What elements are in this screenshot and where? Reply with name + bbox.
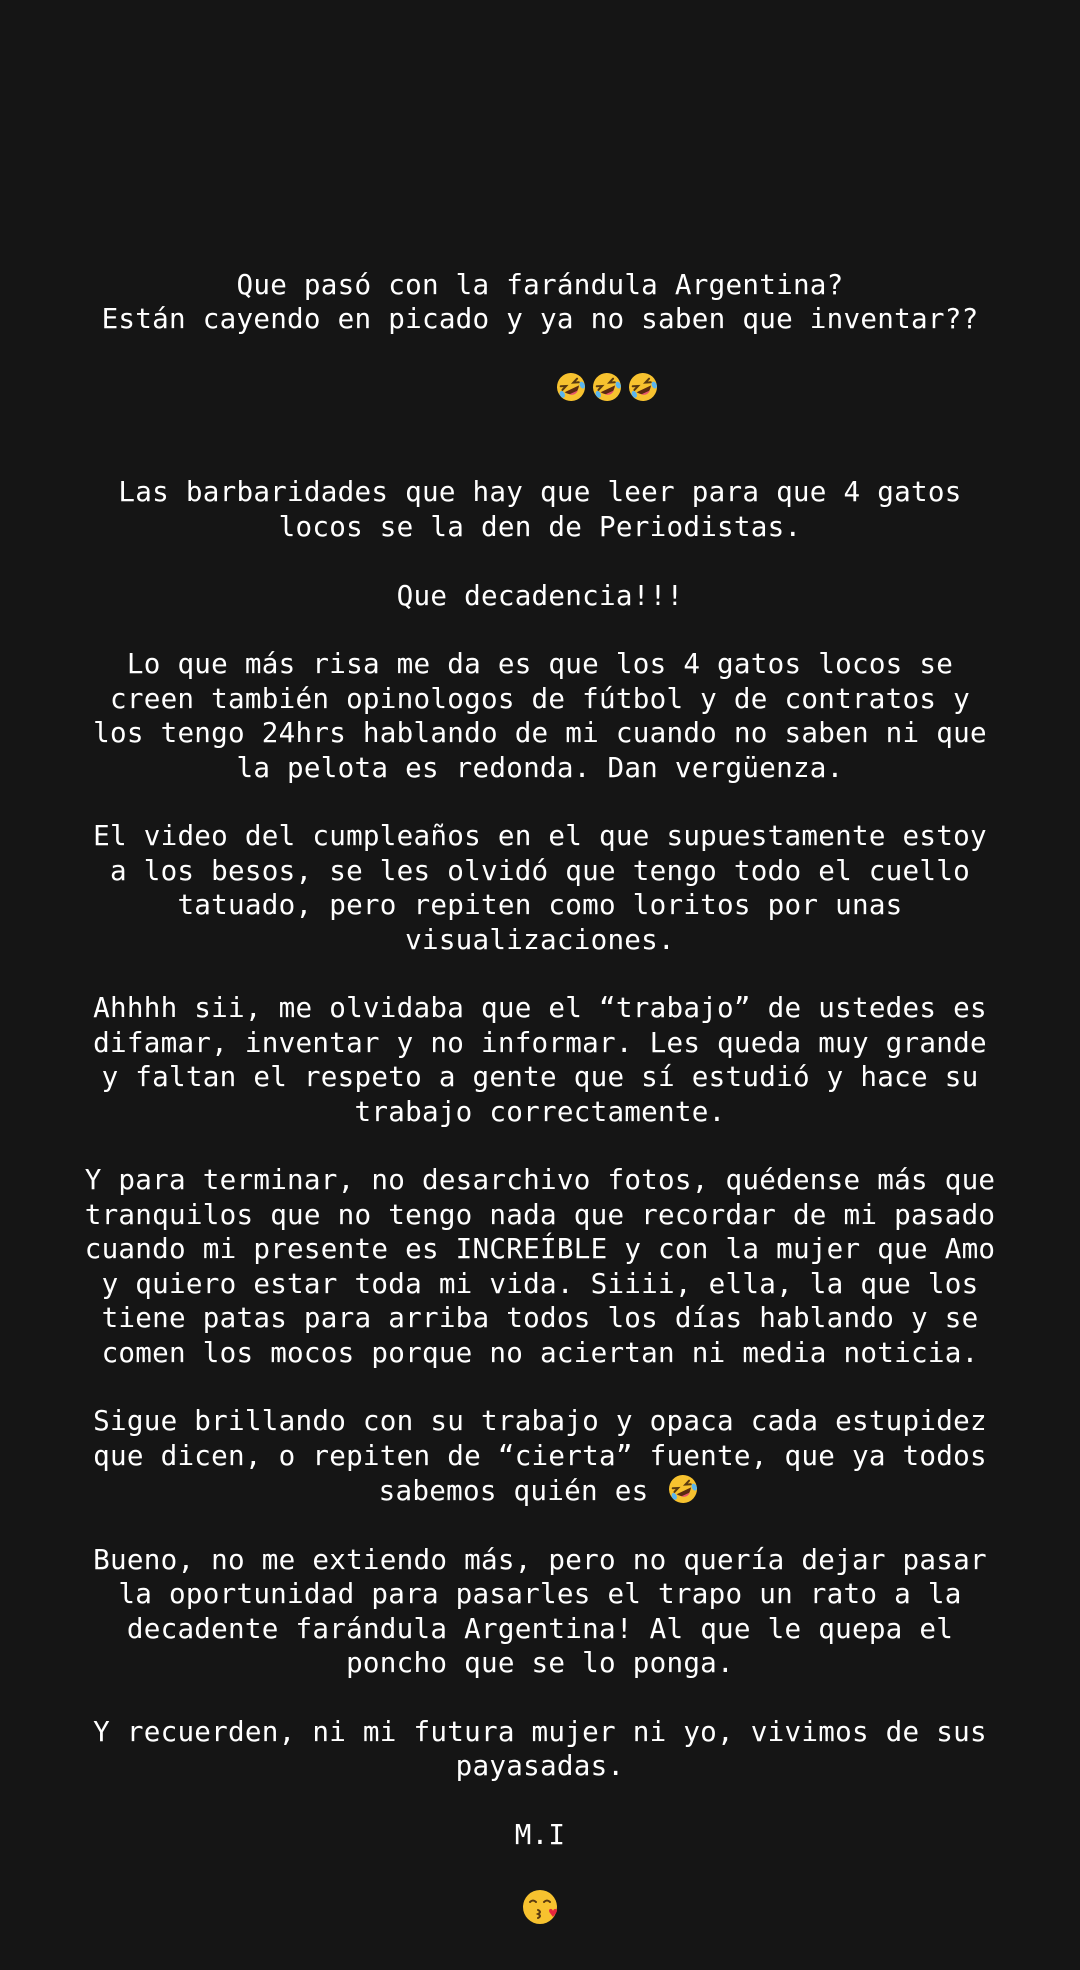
story-text <box>40 268 1040 1970</box>
paragraph-10 <box>40 1715 1040 1784</box>
paragraph-8 <box>40 1404 1040 1508</box>
text-line: tiene patas para arriba todos los días hablando y se <box>101 1301 979 1335</box>
text-line: Las barbaridades que hay que leer para que 4 gatos <box>118 475 962 509</box>
paragraph-7 <box>40 1163 1040 1369</box>
text-line: Sigue brillando con su trabajo y opaca cada estupidez <box>93 1404 987 1438</box>
paragraph-2 <box>40 475 1040 544</box>
text-line: decadente farándula Argentina! Al que le quepa el <box>126 1611 954 1645</box>
text-line: creen también opinologos de fútbol y de contratos y <box>109 681 970 715</box>
emoji-line <box>40 337 1040 441</box>
text-line: tatuado, pero repiten como loritos por unas <box>177 888 903 922</box>
text-line: difamar, inventar y no informar. Les queda muy grande <box>93 1025 987 1059</box>
paragraph-9 <box>40 1543 1040 1681</box>
text-line: payasadas. <box>455 1749 625 1783</box>
text-line: Y recuerden, ni mi futura mujer ni yo, vivimos de sus <box>93 1714 987 1748</box>
text-line: la oportunidad para pasarles el trapo un rato a la <box>118 1577 962 1611</box>
paragraph-4 <box>40 647 1040 785</box>
paragraph-5 <box>40 819 1040 957</box>
rolling-on-floor-laughing-icon <box>555 371 587 403</box>
text-line: trabajo correctamente. <box>354 1094 726 1128</box>
text-line: y quiero estar toda mi vida. Siiii, ella, la que los <box>101 1266 979 1300</box>
text-line: Lo que más risa me da es que los 4 gatos locos se <box>126 647 954 681</box>
text-line: y faltan el respeto a gente que sí estudió y hace su <box>101 1060 979 1094</box>
paragraph-3 <box>40 579 1040 613</box>
text-line: Que pasó con la farándula Argentina? <box>236 268 844 301</box>
paragraph-1 <box>40 268 1040 441</box>
signature-text: M.I <box>514 1818 566 1852</box>
text-line: Ahhhh sii, me olvidaba que el “trabajo” de ustedes es <box>93 991 987 1025</box>
closing-emoji <box>40 1887 1040 1935</box>
text-line: Que decadencia!!! <box>396 578 684 612</box>
signature <box>40 1818 1040 1852</box>
text-line: cuando mi presente es INCREÍBLE y con la mujer que Amo <box>84 1232 996 1266</box>
text-line: que dicen, o repiten de “cierta” fuente, que ya todos <box>93 1438 987 1472</box>
text-line: locos se la den de Periodistas. <box>278 509 802 543</box>
paragraph-6 <box>40 991 1040 1129</box>
text-line-with-emoji <box>40 1473 1040 1508</box>
rolling-on-floor-laughing-icon <box>667 1473 699 1505</box>
text-line: Bueno, no me extiendo más, pero no quería dejar pasar <box>93 1542 987 1576</box>
text-line: El video del cumpleaños en el que supuestamente estoy <box>93 819 987 853</box>
text-line: la pelota es redonda. Dan vergüenza. <box>236 750 844 784</box>
text-line: Están cayendo en picado y ya no saben que inventar?? <box>101 302 979 336</box>
text-line: poncho que se lo ponga. <box>346 1646 734 1680</box>
text-line: Y para terminar, no desarchivo fotos, quédense más que <box>84 1163 996 1197</box>
text-line: visualizaciones. <box>405 922 675 956</box>
text-line: comen los mocos porque no aciertan ni media noticia. <box>101 1335 979 1369</box>
rolling-on-floor-laughing-icon <box>627 371 659 403</box>
text-fragment: sabemos quién es <box>378 1474 649 1508</box>
face-blowing-kiss-icon <box>520 1887 560 1927</box>
text-line: tranquilos que no tengo nada que recordar de mi pasado <box>84 1197 996 1231</box>
text-line: a los besos, se les olvidó que tengo todo el cuello <box>109 853 970 887</box>
text-line: los tengo 24hrs hablando de mi cuando no saben ni que <box>93 716 987 750</box>
rolling-on-floor-laughing-icon <box>591 371 623 403</box>
